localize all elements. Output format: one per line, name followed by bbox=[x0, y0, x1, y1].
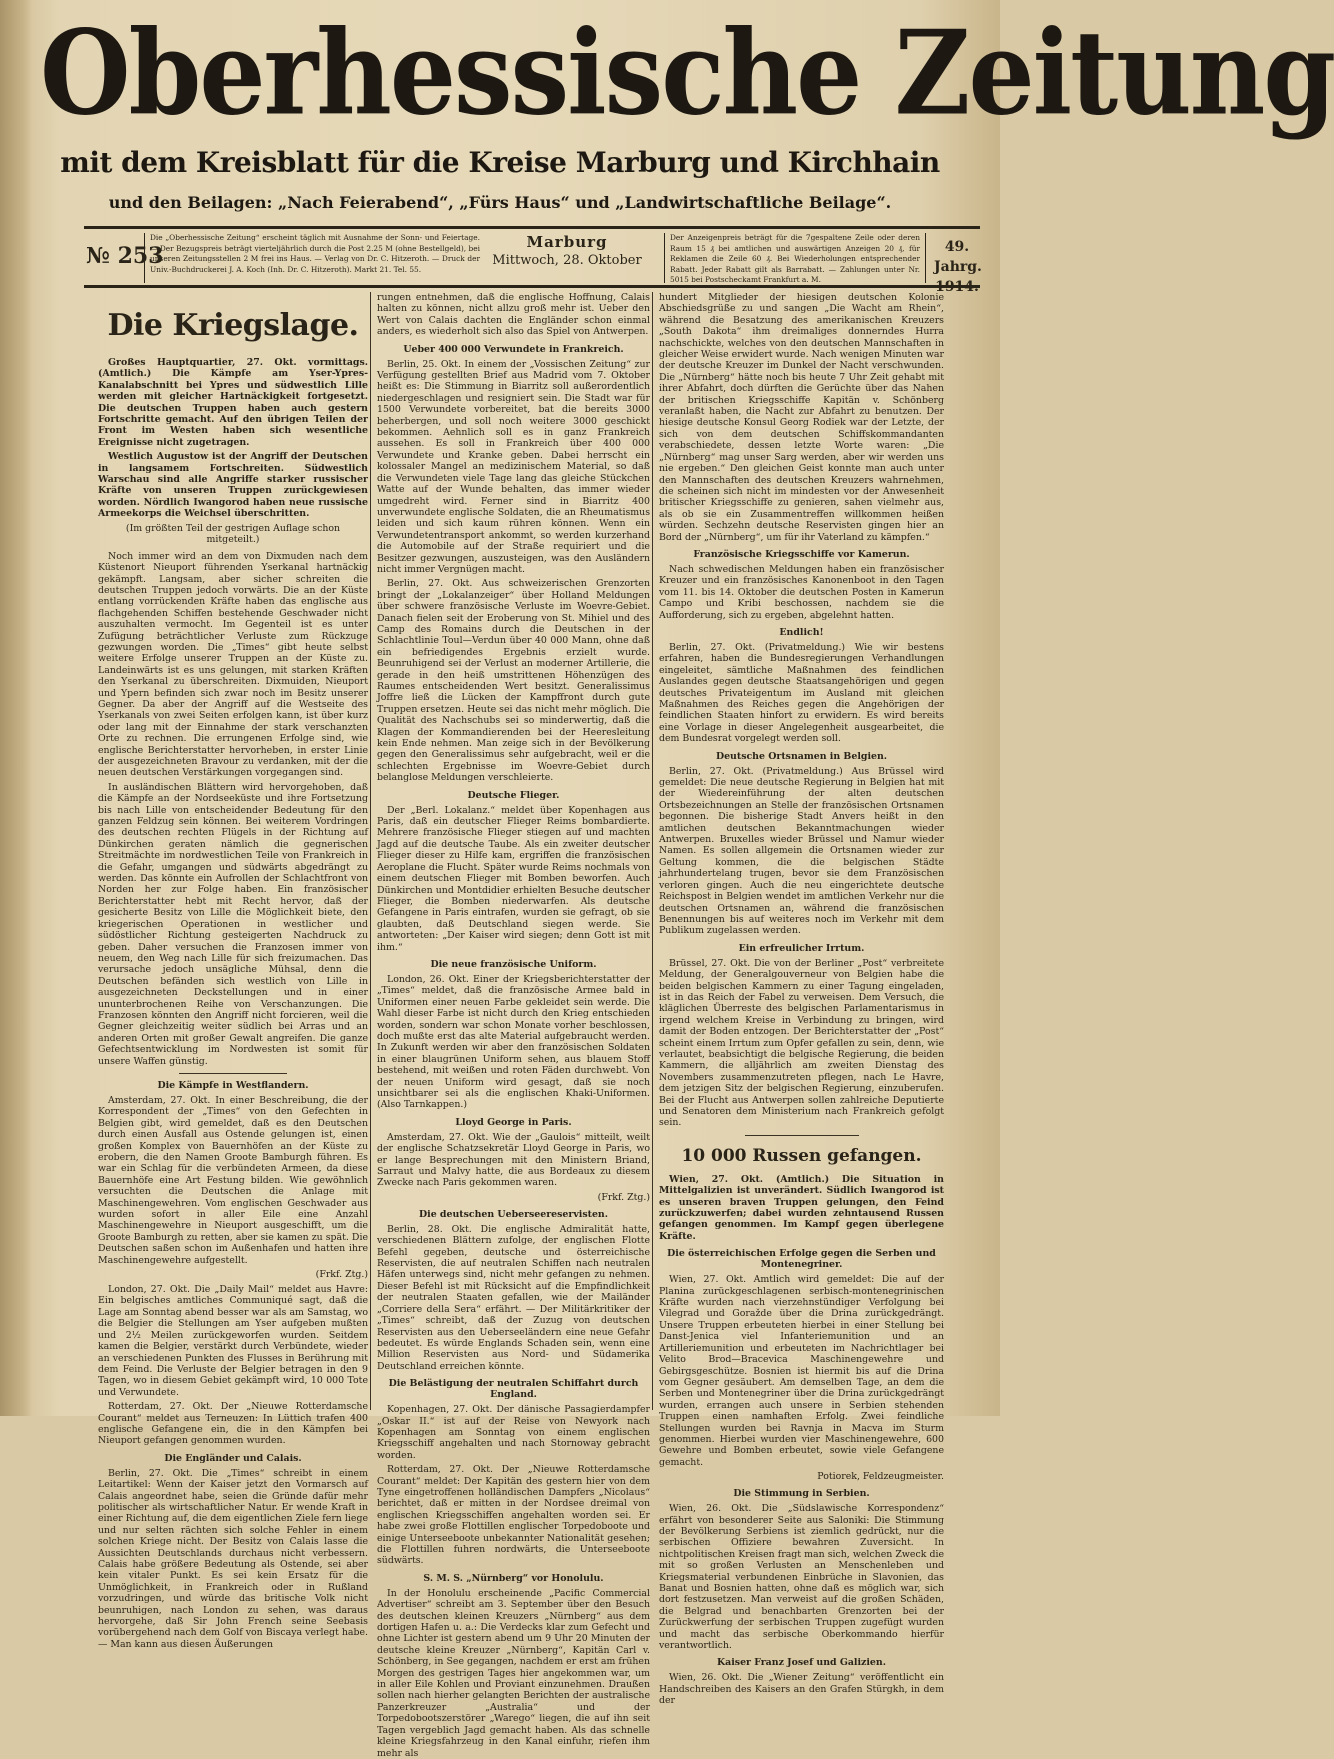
section-heading: Ein erfreulicher Irrtum. bbox=[738, 942, 865, 954]
section-heading: S. M. S. „Nürnberg“ vor Honolulu. bbox=[423, 1572, 604, 1584]
section-heading: Französische Kriegsschiffe vor Kamerun. bbox=[693, 548, 910, 560]
article-paragraph: Wien, 27. Okt. Amtlich wird gemeldet: Die auf der Planina zurückgeschlagenen serbisch-montenegrinischen Kräfte wurden nach vierzehnstündiger Verfolgung bei Vilegrad und Goražde über die Drina zurückgedrängt. Unsere Truppen erbeuteten hierbei in einer Stellung bei Danst-Jenica viel Infanteriemunition und an Artilleriemunition und erbeuteten im Nachrichtlager bei Velito Brod—Bracevica Maschinengewehre und Gebirgsgeschütze. Bosnien ist hiermit bis auf die Drina vom Gegner gesäubert. Am demselben Tage, an dem die Serben und Montenegriner über die Drina zurückgedrängt wurden, errangen auch unsere in Serbien stehenden Truppen einen namhaften Erfolg. Zwei feindliche Stellungen wurden bei Ravnja in Macva im Sturm genommen. Hierbei wurden vier Maschinengewehre, 600 Gewehre und Bomben erbeutet, sowie viele Gefangene gemacht. bbox=[659, 1274, 944, 1468]
issue-date: Mittwoch, 28. Oktober bbox=[492, 253, 642, 268]
subscription-info: Die „Oberhessische Zeitung“ erscheint täglich mit Ausnahme der Sonn- und Feiertage. — Der Bezugspreis beträgt vierteljährlich durch die Post 2.25 M (ohne Bestellgeld), bei unseren Zeitungsstellen 2 M frei ins Haus. — Verlag von Dr. C. Hitzeroth. — Druck der Univ.-Buchdruckerei J. A. Koch (Inh. Dr. C. Hitzeroth). Markt 21. Tel. 55. bbox=[144, 233, 480, 283]
binding-shadow bbox=[0, 0, 32, 1416]
article-paragraph: Noch immer wird an dem von Dixmuden nach dem Küstenort Nieuport führenden Yserkanal hartnäckig gekämpft. Langsam, aber sicher schreiten die deutschen Truppen jedoch vorwärts. Die an der Küste entlang vorrückenden Kräfte haben das englische aus flachgehenden Schiffen bestehende Geschwader nicht auszuhalten vermocht. Im Gegenteil ist es unter Zufügung beträchtlicher Verluste zum Rückzuge gezwungen worden. Die „Times“ gibt heute selbst weitere Erfolge unserer Truppen an der Küste zu. Landeinwärts ist es uns gelungen, mit starken Kräften den Yserkanal zu überschreiten. Dixmuiden, Nieuport und Ypern befinden sich zwar noch im Besitz unserer Gegner. Da aber der Angriff auf die Westseite des Yserkanals von zwei Seiten erfolgen kann, ist über kurz oder lang mit der Einnahme der stark verschanzten Orte zu rechnen. Die errungenen Erfolge sind, wie englische Berichterstatter hervorheben, in erster Linie der ausgezeichneten Bravour zu verdanken, mit der die neuen deutschen Verstärkungen vorgegangen sind. bbox=[98, 550, 368, 779]
dateline bbox=[492, 233, 642, 268]
section-heading: Die deutschen Ueberseereservisten. bbox=[419, 1208, 608, 1220]
section-divider bbox=[745, 1135, 859, 1136]
article-paragraph: Westlich Augustow ist der Angriff der Deutschen in langsamem Fortschreiten. Südwestlich Warschau sind alle Angriffe starker russischer Kräfte von unseren Truppen zurückgewiesen worden. Nördlich Iwangorod haben neue russische Armeekorps die Weichsel überschritten. bbox=[98, 451, 368, 520]
section-heading: Die Kämpfe in Westflandern. bbox=[157, 1079, 309, 1091]
section-heading: Lloyd George in Paris. bbox=[455, 1116, 572, 1128]
section-heading: Die neue französische Uniform. bbox=[430, 958, 597, 970]
masthead-supplements: und den Beilagen: „Nach Feierabend“, „Fürs Haus“ und „Landwirtschaftliche Beilage“. bbox=[108, 193, 892, 212]
source-signature: (Frkf. Ztg.) bbox=[597, 1191, 650, 1203]
article-paragraph: London, 27. Okt. Die „Daily Mail“ meldet aus Havre: Ein belgisches amtliches Communiqué sagt, daß die Lage am Sonntag abend besser war als am Samstag, wo die Belgier die Stellungen am Yser aufgeben mußten und 2½ Meilen zurückgeworfen wurden. Seitdem kamen die Belgier, verstärkt durch Verbündete, wieder an verschiedenen Punkten des Flusses in Berührung mit dem Feind. Die Verluste der Belgier betragen in den 9 Tagen, wo in diesem Gebiet gekämpft wird, 10 000 Tote und Verwundete. bbox=[98, 1284, 368, 1398]
article-paragraph: rungen entnehmen, daß die englische Hoffnung, Calais halten zu können, nicht allzu groß mehr ist. Ueber den Wert von Calais dachten die Engländer schon einmal anders, es wiederholt sich also das Spiel von Antwerpen. bbox=[377, 292, 650, 338]
year-label: 1914. bbox=[935, 279, 979, 295]
article-paragraph: Berlin, 27. Okt. (Privatmeldung.) Aus Brüssel wird gemeldet: Die neue deutsche Regierung in Belgien hat mit der Wiedereinführung der alten deutschen Ortsbezeichnungen an Stelle der französischen Ortsnamen begonnen. Die bisherige Stadt Anvers heißt in den amtlichen deutschen Bekanntmachungen wieder Antwerpen. Bruxelles wieder Brüssel und Namur wieder Namen. Es sollen allgemein die Ortsnamen wieder zur Geltung kommen, die die belgischen Städte jahrhundertelang trugen, bevor sie dem Französischen verloren gingen. Auch die neu eingerichtete deutsche Reichspost in Belgien wendet im amtlichen Verkehr nur die deutschen Ortsnamen an, während die französischen Benennungen bis auf weiteres noch im Verkehr mit dem Publikum zugelassen werden. bbox=[659, 765, 944, 937]
section-heading: Die Engländer und Calais. bbox=[164, 1452, 302, 1464]
article-paragraph: Berlin, 27. Okt. (Privatmeldung.) Wie wir bestens erfahren, haben die Bundesregierungen Verhandlungen eingeleitet, sämtliche Maßnahmen des feindlichen Auslandes gegen deutsche Staatsangehörigen und gegen deutsches Privateigentum im Ausland mit gleichen Maßnahmen des Reiches gegen die Angehörigen der feindlichen Staaten hinfort zu erwidern. Es wird bereits eine Vorlage in dieser Angelegenheit ausgearbeitet, die dem Bundesrat vorgelegt werden soll. bbox=[659, 641, 944, 745]
column-right bbox=[652, 292, 944, 1707]
editorial-note: (Im größten Teil der gestrigen Auflage schon mitgeteilt.) bbox=[125, 522, 341, 545]
advertising-rates: Der Anzeigenpreis beträgt für die 7gespaltene Zeile oder deren Raum 15 ₰ bei amtlichen und auswärtigen Anzeigen 20 ₰, für Reklamen die Zeile 60 ₰. Bei Wiederholungen entsprechender Rabatt. Jeder Rabatt gilt als Barrabatt. — Zahlungen unter Nr. 5015 bei Postscheckamt Frankfurt a. M. bbox=[664, 233, 926, 283]
masthead-subtitle: mit dem Kreisblatt für die Kreise Marburg und Kirchhain bbox=[60, 146, 940, 179]
section-heading: Die Stimmung in Serbien. bbox=[733, 1488, 870, 1500]
article-paragraph: Großes Hauptquartier, 27. Okt. vormittags. (Amtlich.) Die Kämpfe am Yser-Ypres-Kanalabschnitt bei Ypres und südwestlich Lille werden mit gleicher Hartnäckigkeit fortgesetzt. Die deutschen Truppen haben auch gestern Fortschritte gemacht. Auf den übrigen Teilen der Front im Westen haben sich wesentliche Ereignisse nicht zugetragen. bbox=[98, 357, 368, 448]
article-paragraph: Nach schwedischen Meldungen haben ein französischer Kreuzer und ein französisches Kanonenboot in den Tagen vom 11. bis 14. Oktober die deutschen Posten in Kamerun Campo und Kribi beschossen, nachdem sie die Aufforderung, sich zu ergeben, abgelehnt hatten. bbox=[659, 563, 944, 621]
main-headline: Die Kriegslage. bbox=[107, 308, 359, 343]
column-left bbox=[98, 292, 368, 1650]
article-paragraph: Berlin, 27. Okt. Aus schweizerischen Grenzorten bringt der „Lokalanzeiger“ über Holland Meldungen über schwere französische Verluste im Woevre-Gebiet. Danach fielen seit der Eroberung von St. Mihiel und des Camp des Romains durch die Deutschen in der Schlachtlinie Toul—Verdun über 40 000 Mann, ohne daß ein befriedigendes Ergebnis erzielt wurde. Beunruhigend sei der Verlust an moderner Artillerie, die gerade in den heiß umstrittenen Höhenzügen des Raumes entscheidenden Wert besitzt. Generalissimus Joffre ließ die Lücken der Kampffront durch gute Truppen ersetzen. Heute sei das nicht mehr möglich. Die Qualität des Nachschubs sei so minderwertig, daß die Klagen der Kommandierenden bei der Heeresleitung kein Ende nehmen. Man zeige sich in der Bevölkerung gegen den Generalissimus sehr aufgebracht, weil er die schlechten Ergebnisse im Woevre-Gebiet durch belanglose Meldungen verschleierte. bbox=[377, 578, 650, 784]
column-middle bbox=[370, 292, 650, 1759]
article-paragraph: Berlin, 28. Okt. Die englische Admiralität hatte, verschiedenen Blättern zufolge, der englischen Flotte Befehl gegeben, deutsche und österreichische Reservisten, die auf neutralen Schiffen nach neutralen Häfen unterwegs sind, nicht mehr gefangen zu nehmen. Dieser Befehl ist mit Rücksicht auf die Empfindlichkeit der neutralen Staaten gefallen, wie der Mailänder „Corriere della Sera“ erfährt. — Der Militärkritiker der „Times“ schreibt, daß der Zuzug von deutschen Reservisten aus den Ueberseeländern eine neue Gefahr bedeutet. Es würde Englands Schaden sein, wenn eine Million Reservisten aus Nord- und Südamerika Deutschland erreichen könnte. bbox=[377, 1223, 650, 1372]
article-paragraph: hundert Mitglieder der hiesigen deutschen Kolonie Abschiedsgrüße zu und sangen „Die Wacht am Rhein“, während die Besatzung des amerikanischen Kreuzers „South Dakota“ ihm dreimaliges donnerndes Hurra nachschickte, welches von den deutschen Mannschaften in gleicher Weise erwidert wurde. Nach wenigen Minuten war der deutsche Kreuzer im Dunkel der Nacht verschwunden. Die „Nürnberg“ hätte noch bis heute 7 Uhr Zeit gehabt mit ihrer Abfahrt, doch dürften die Gerüchte über das Nahen der britischen Kriegsschiffe Kapitän v. Schönberg veranlaßt haben, die Nacht zur Abfahrt zu benutzen. Der hiesige deutsche Konsul Georg Rodiek war der Letzte, der sich von dem deutschen Schiffskommandanten verabschiedete, dessen letzte Worte waren: „Die „Nürnberg“ mag unser Sarg werden, aber wir werden uns nie ergeben.“ Den gleichen Geist konnte man auch unter den Mannschaften des deutschen Kreuzers wahrnehmen, die scheinen sich nicht im mindesten vor der Anwesenheit britischer Kriegsschiffe zu genieren, sahen vielmehr aus, als ob sie ein Zusammentreffen willkommen heißen würden. Sechzehn deutsche Reservisten gingen hier an Bord der „Nürnberg“, um für ihr Vaterland zu kämpfen.“ bbox=[659, 292, 944, 543]
city-name: Marburg bbox=[526, 233, 608, 251]
article-paragraph: Berlin, 25. Okt. In einem der „Vossischen Zeitung“ zur Verfügung gestellten Brief aus Madrid vom 7. Oktober heißt es: Die Stimmung in Biarritz soll außerordentlich niedergeschlagen und resigniert sein. Die Stadt war für 1500 Verwundete vorbereitet, bat die bereits 3000 beherbergen, und soll noch weitere 3000 geschickt bekommen. Aehnlich soll es in ganz Frankreich aussehen. Es soll in Frankreich über 400 000 Verwundete und Kranke geben. Dabei herrscht ein kolossaler Mangel an medizinischem Material, so daß die Verwundeten viele Tage lang das gleiche Stückchen Watte auf der Wunde behalten, das immer wieder umgedreht wird. Ferner sind in Biarritz 400 unverwundete englische Soldaten, die an Rheumatismus leiden und sich kaum rühren können. Wenn ein Verwundetentransport ankommt, so werden kurzerhand die Automobile auf der Straße requiriert und die Besitzer gezwungen, auszusteigen, was den Ausländern nicht immer Vergnügen macht. bbox=[377, 358, 650, 575]
article-paragraph: Brüssel, 27. Okt. Die von der Berliner „Post“ verbreitete Meldung, der Generalgouverneur von Belgien habe die beiden belgischen Kammern zu einer Tagung eingeladen, ist in das Reich der Fabel zu verweisen. Dem Versuch, die kläglichen Überreste des belgischen Parlamentarismus in irgend welchem Kreise in Verbindung zu bringen, wird damit der Boden entzogen. Der Berichterstatter der „Post“ scheint einem Irrtum zum Opfer gefallen zu sein, denn, wie verlautet, beabsichtigt die belgische Regierung, die beiden Kammern, die alljährlich am zweiten Dienstag des Novembers zusammenzutreten pflegen, nach Le Havre, dem jetzigen Sitz der belgischen Regierung, einzuberufen. Bei der Flucht aus Antwerpen sollen zahlreiche Deputierte und Senatoren dem Ministerium nach Frankreich gefolgt sein. bbox=[659, 957, 944, 1129]
section-heading: Die Belästigung der neutralen Schiffahrt durch England. bbox=[388, 1378, 639, 1401]
section-heading: Deutsche Ortsnamen in Belgien. bbox=[715, 750, 888, 762]
article-paragraph: In der Honolulu erscheinende „Pacific Commercial Advertiser“ schreibt am 3. September über den Besuch des deutschen kleinen Kreuzers „Nürnberg“ aus dem dortigen Hafen u. a.: Die Verdecks klar zum Gefecht und ohne Lichter ist gestern abend um 9 Uhr 20 Minuten der deutsche kleine Kreuzer „Nürnberg“, Kapitän Carl v. Schönberg, in See gegangen, nachdem er erst am frühen Morgen des gestrigen Tages hier angekommen war, um in aller Eile Kohlen und Proviant einzunehmen. Draußen sollen nach hierher gelangten Berichten der australische Panzerkreuzer „Australia“ und der Torpedobootszerstörer „Warego“ liegen, die auf ihn seit Tagen vergeblich Jagd gemacht haben. Als das schnelle kleine Kriegsfahrzeug in den Kanal einfuhr, riefen ihm mehr als bbox=[377, 1587, 650, 1759]
article-paragraph: Wien, 27. Okt. (Amtlich.) Die Situation in Mittelgalizien ist unverändert. Südlich Iwangorod ist es unseren braven Truppen gelungen, den Feind zurückzuwerfen; dabei wurden zehntausend Russen gefangen genommen. Im Kampf gegen überlegene Kräfte. bbox=[659, 1173, 944, 1242]
featured-heading: 10 000 Russen gefangen. bbox=[681, 1145, 922, 1166]
volume-year bbox=[934, 237, 980, 297]
article-paragraph: Wien, 26. Okt. Die „Wiener Zeitung“ veröffentlicht ein Handschreiben des Kaisers an den Grafen Stürgkh, in dem der bbox=[659, 1672, 944, 1707]
article-paragraph: In ausländischen Blättern wird hervorgehoben, daß die Kämpfe an der Nordseeküste und ihre Fortsetzung bis nach Lille von entscheidender Bedeutung für den ganzen Feldzug sein können. Bei weiterem Vordringen des deutschen rechten Flügels in der Richtung auf Dünkirchen geraten nämlich die gegnerischen Streitmächte im nordwestlichen Teile von Frankreich in die Gefahr, umgangen und südwärts abgedrängt zu werden. Das könnte ein Aufrollen der Schlachtfront von Norden her zur Folge haben. Ein französischer Berichterstatter hebt mit Recht hervor, daß der gesicherte Besitz von Lille die Möglichkeit biete, den kriegerischen Operationen in westlicher und südöstlicher Richtung gesteigerten Nachdruck zu geben. Daher versuchen die Franzosen immer von neuem, den Weg nach Lille für sich freizumachen. Das verursache jedoch unsägliche Mühsal, denn die Deutschen befänden sich westlich von Lille in ausgezeichneten Deckstellungen und in einer ununterbrochenen Reihe von Verschanzungen. Die Franzosen könnten den Angriff nicht forcieren, weil die Gegner gleichzeitig weiter südlich bei Arras und an anderen Orten mit großer Gewalt angreifen. Die ganze Gefechtsentwicklung im Nordwesten ist somit für unsere Waffen günstig. bbox=[98, 781, 368, 1067]
article-paragraph: Rotterdam, 27. Okt. Der „Nieuwe Rotterdamsche Courant“ meldet: Der Kapitän des gestern hier von dem Tyne eingetroffenen holländischen Dampfers „Nicolaus“ berichtet, daß er mitten in der Nordsee dreimal von englischen Kriegsschiffen angehalten worden sei. Er habe zwei große Flottillen englischer Torpedoboote und einige Unterseeboote unbekannter Nationalität gesehen; die Flottillen fuhren nordwärts, die Unterseeboote südwärts. bbox=[377, 1464, 650, 1567]
section-heading: Kaiser Franz Josef und Galizien. bbox=[717, 1657, 886, 1669]
source-signature: Potiorek, Feldzeugmeister. bbox=[817, 1471, 944, 1483]
section-heading: Endlich! bbox=[779, 626, 824, 638]
source-signature: (Frkf. Ztg.) bbox=[315, 1269, 368, 1281]
article-paragraph: Wien, 26. Okt. Die „Südslawische Korrespondenz“ erfährt von besonderer Seite aus Saloniki: Die Stimmung der Bevölkerung Serbiens ist ziemlich gedrückt, nur die serbischen Offiziere bewahren Zuversicht. In nichtpolitischen Kreisen fragt man sich, welchen Zweck die mit so großen Verlusten an Menschenleben und Kriegsmaterial verbundenen Einbrüche in Slavonien, das Banat und Bosnien hatten, ohne daß es möglich war, sich dort festzusetzen. Man verweist auf die großen Schäden, die Belgrad und benachbarten Grenzorten bei der Zurückwerfung der serbischen Truppen zugefügt wurden und macht das serbische Oberkommando hierfür verantwortlich. bbox=[659, 1503, 944, 1652]
section-heading: Ueber 400 000 Verwundete in Frankreich. bbox=[403, 343, 624, 355]
article-paragraph: Amsterdam, 27. Okt. Wie der „Gaulois“ mitteilt, weilt der englische Schatzsekretär Lloyd George in Paris, wo er lange Besprechungen mit den Ministern Briand, Sarraut und Malvy hatte, die aus Bordeaux zu diesem Zwecke nach Paris gekommen waren. bbox=[377, 1131, 650, 1189]
article-paragraph: Amsterdam, 27. Okt. In einer Beschreibung, die der Korrespondent der „Times“ von den Gefechten in Belgien gibt, wird gemeldet, daß es den Deutschen durch einen Ausfall aus Ostende gelungen ist, einen großen Komplex von Bauernhöfen an der Küste zu erobern, die den Namen Groote Bamburgh führen. Es war ein Schlag für die verbündeten Armeen, da diese Bauernhöfe eine Art Festung bilden. Wie gewöhnlich versuchten die Deutschen die Anlage mit Maschinengewehren. Vom englischen Geschwader aus wurden sofort in aller Eile eine Anzahl Maschinengewehre in Nieuport ausgeschifft, um die Groote Bamburgh zu retten, aber sie kamen zu spät. Die Deutschen saßen schon im Außenhafen und hatten ihre Maschinengewehre aufgestellt. bbox=[98, 1094, 368, 1266]
article-paragraph: Der „Berl. Lokalanz.“ meldet über Kopenhagen aus Paris, daß ein deutscher Flieger Reims bombardierte. Mehrere französische Flieger stiegen auf und machten Jagd auf die deutsche Taube. Als ein zweiter deutscher Flieger dieser zu Hilfe kam, ergriffen die französischen Aeroplane die Flucht. Später wurde Reims nochmals von einem deutschen Flieger mit Bomben beworfen. Auch Dünkirchen und Montdidier erhielten Besuche deutscher Flieger, die Bomben niederwarfen. Als deutsche Gefangene in Paris eintrafen, wurden sie gefragt, ob sie glaubten, daß Deutschland siegen werde. Sie antworteten: „Der Kaiser wird siegen; denn Gott ist mit ihm.“ bbox=[377, 804, 650, 953]
article-paragraph: Berlin, 27. Okt. Die „Times“ schreibt in einem Leitartikel: Wenn der Kaiser jetzt den Vormarsch auf Calais angeordnet habe, seien die Gründe dafür mehr politischer als wirtschaftlicher Natur. Er wende Kraft in einer Richtung auf, die dem eigentlichen Ziele fern liege und nur selten rächten sich solche Fehler in einem solchen Kriege nicht. Der Besitz von Calais lasse die Aussichten Deutschlands durchaus nicht verbessern. Calais habe größere Bedeutung als Ostende, sei aber kein vitaler Punkt. Es sei kein Ersatz für die Unmöglichkeit, in Frankreich oder in Rußland vorzudringen, und würde das britische Volk nicht beunruhigen, nach London zu sehen, was daraus hervorgehe, daß Sir John French seine Seebasis vorübergehend nach dem Golf von Biscaya verlegt habe. — Man kann aus diesen Äußerungen bbox=[98, 1467, 368, 1650]
article-paragraph: Rotterdam, 27. Okt. Der „Nieuwe Rotterdamsche Courant“ meldet aus Terneuzen: In Lüttich trafen 400 englische Gefangene ein, die in den Kämpfen bei Nieuport gefangen genommen wurden. bbox=[98, 1401, 368, 1447]
article-paragraph: Kopenhagen, 27. Okt. Der dänische Passagierdampfer „Oskar II.“ ist auf der Reise von Newyork nach Kopenhagen am Sonntag von einem englischen Kriegsschiff angehalten und nach Stornoway gebracht worden. bbox=[377, 1404, 650, 1461]
volume-label: 49. Jahrg. bbox=[934, 239, 982, 275]
masthead-title: Oberhessische Zeitung bbox=[40, 3, 1334, 142]
issue-number: № 253 bbox=[86, 243, 164, 269]
section-heading: Die österreichischen Erfolge gegen die Serben und Montenegriner. bbox=[667, 1248, 936, 1271]
section-divider bbox=[179, 1073, 287, 1074]
info-bar bbox=[84, 226, 982, 295]
section-heading: Deutsche Flieger. bbox=[467, 789, 560, 801]
article-paragraph: London, 26. Okt. Einer der Kriegsberichterstatter der „Times“ meldet, daß die französische Armee bald in Uniformen einer neuen Farbe gekleidet sein werde. Die Wahl dieser Farbe ist nicht durch den Krieg entschieden worden, sondern war schon Monate vorher beschlossen, doch mußte erst das alte Material aufgebraucht werden. In Zukunft werden wir aber den französischen Soldaten in einer blaugrünen Uniform sehen, aus blauem Stoff bestehend, mit weißen und roten Fäden durchwebt. Von der neuen Uniform wird gesagt, daß sie noch unsichtbarer sei als die englischen Khaki-Uniformen. (Also Tarnkappen.) bbox=[377, 973, 650, 1111]
